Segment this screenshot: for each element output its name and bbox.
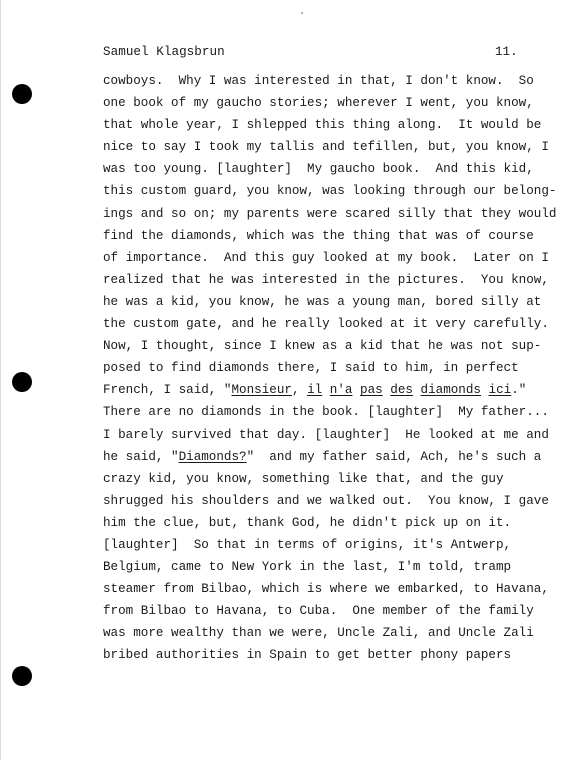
text-segment [322,383,330,397]
underlined-word: diamonds [420,383,481,398]
text-line: him the clue, but, thank God, he didn't pick up on it. [103,515,512,530]
text-segment [413,383,421,397]
punch-hole [12,666,32,686]
punch-hole [12,84,32,104]
text-line-french-quote [103,379,563,401]
text-line: posed to find diamonds there, I said to him, in perfect [103,361,519,376]
text-line: I barely survived that day. [laughter] He looked at me and [103,427,549,442]
scan-speck [301,12,303,14]
text-segment: ." [511,383,527,398]
text-line: find the diamonds, which was the thing that was of course [103,228,534,243]
text-line: that whole year, I shlepped this thing along. It would be [103,118,542,133]
text-line: cowboys. Why I was interested in that, I don't know. So [103,74,534,88]
text-line: was too young. [laughter] My gaucho book. And this kid, [103,162,534,177]
text-line: one book of my gaucho stories; wherever I went, you know, [103,96,534,111]
text-segment: he said, " [103,449,179,464]
text-line: Belgium, came to New York in the last, I'm told, tramp [103,560,512,575]
underlined-word: Diamonds? [178,449,247,464]
text-line: bribed authorities in Spain to get better phony papers [103,648,512,663]
text-line: shrugged his shoulders and we walked out. You know, I gave [103,493,549,508]
text-line: was more wealthy than we were, Uncle Zali, and Uncle Zali [103,626,534,641]
text-line: crazy kid, you know, something like that, and the guy [103,471,504,486]
text-line: of importance. And this guy looked at my book. Later on I [103,250,549,265]
text-line: Now, I thought, since I knew as a kid that he was not sup- [103,339,542,354]
underlined-word: n'a [329,383,353,398]
text-line: this custom guard, you know, was looking through our belong- [103,184,557,199]
underlined-word: ici [488,383,512,398]
transcript-body [103,70,563,667]
text-line: nice to say I took my tallis and tefillen, but, you know, I [103,140,549,155]
text-line: from Bilbao to Havana, to Cuba. One member of the family [103,604,534,619]
text-segment [352,383,360,397]
underlined-word: des [390,383,413,398]
text-line: he was a kid, you know, he was a young man, bored silly at [103,294,542,309]
text-segment [481,383,489,397]
text-line-diamonds-quote [103,446,563,468]
text-line: [laughter] So that in terms of origins, it's Antwerp, [103,537,512,552]
text-segment: " and my father said, Ach, he's such a [246,449,542,464]
scan-edge [0,0,1,760]
punch-hole [12,372,32,392]
text-segment: , [291,383,308,398]
page-number: 11. [495,45,518,59]
text-line: realized that he was interested in the pictures. You know, [103,272,549,287]
text-line: ings and so on; my parents were scared silly that they would [103,206,557,221]
text-line: There are no diamonds in the book. [laughter] My father... [103,405,549,420]
underlined-word: Monsieur [231,383,292,398]
underlined-word: il [307,383,323,398]
text-line: the custom gate, and he really looked at it very carefully. [103,317,549,332]
underlined-word: pas [360,383,383,398]
text-segment: French, I said, " [103,383,232,398]
text-line: steamer from Bilbao, which is where we embarked, to Havana, [103,582,549,597]
running-header-name: Samuel Klagsbrun [103,45,225,59]
